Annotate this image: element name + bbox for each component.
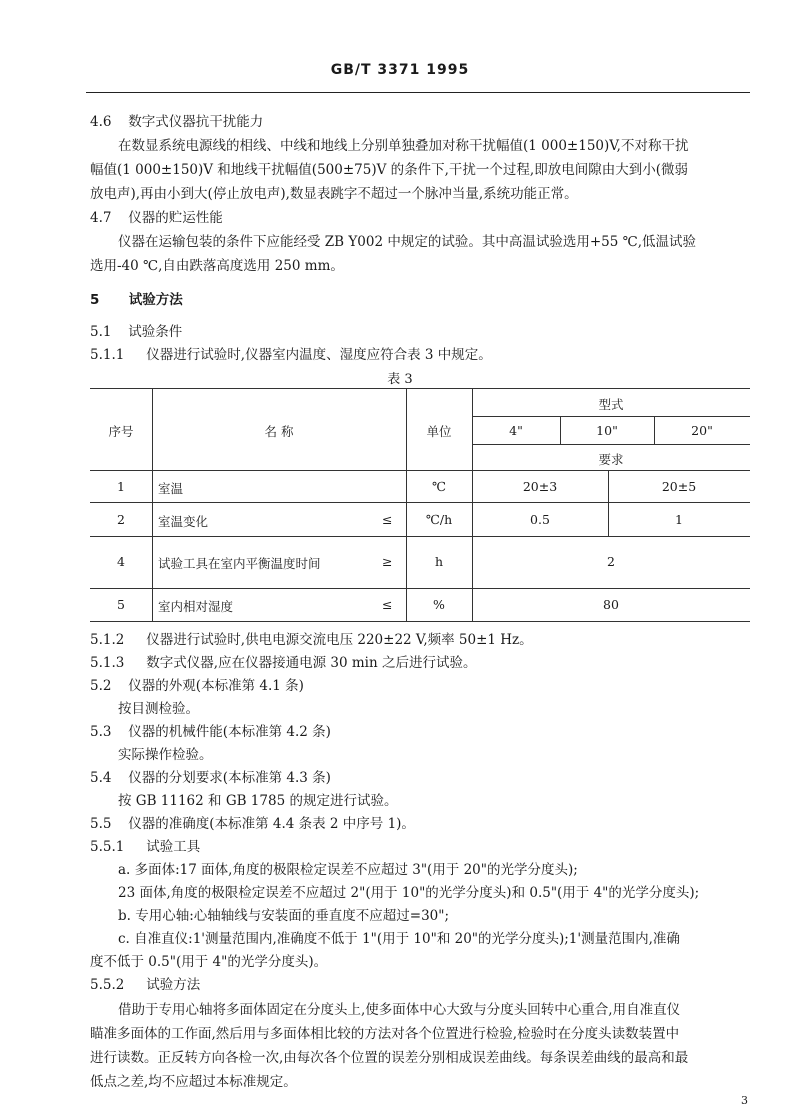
row-value-20: 20±5 [661, 479, 697, 494]
section-title: 试验工具 [146, 839, 201, 855]
row-value-20: 1 [675, 512, 683, 527]
col-header-name: 名 称 [264, 424, 294, 439]
table-rule [472, 416, 750, 417]
table-rule [90, 502, 750, 503]
row-value: 80 [603, 597, 619, 612]
paragraph-line: 幅值(1 000±150)V 和地线干扰幅值(500±75)V 的条件下,干扰一个过程,即放电间隙由大到小(微弱 [90, 162, 688, 178]
section-number: 5.1 [90, 324, 112, 340]
section-title: 试验方法 [146, 977, 201, 993]
paragraph-line: 实际操作检验。 [118, 747, 213, 763]
paragraph-line: c. 自准直仪:1'测量范围内,准确度不低于 1"(用于 10"和 20"的光学分度头);1'测量范围内,准确 [118, 931, 680, 947]
section-number: 5.1.3 [90, 655, 125, 671]
section-title: 试验条件 [128, 324, 183, 340]
paragraph-line: 23 面体,角度的极限检定误差不应超过 2"(用于 10"的光学分度头)和 0.5"(用于 4"的光学分度头); [118, 885, 700, 901]
section-number: 5.1.1 [90, 347, 125, 363]
section-number: 5.2 [90, 678, 112, 694]
section-title: 仪器的贮运性能 [128, 210, 223, 226]
row-name: 试验工具在室内平衡温度时间 [158, 556, 321, 571]
col-header-requirement: 要求 [598, 452, 624, 467]
section-5-1-1 [90, 343, 492, 363]
section-4-7-heading [90, 206, 223, 226]
section-number: 4.6 [90, 114, 112, 130]
paragraph-line: 进行读数。正反转方向各检一次,由每次各个位置的误差分别相成误差曲线。每条误差曲线的最高和最 [90, 1050, 689, 1066]
section-number: 5.1.2 [90, 632, 125, 648]
col-header-type: 型式 [598, 397, 624, 412]
section-title: 试验方法 [128, 292, 183, 308]
page-number: 3 [741, 1094, 748, 1107]
row-name: 室温 [158, 481, 184, 496]
row-mark: ≤ [382, 597, 393, 612]
section-number: 4.7 [90, 210, 112, 226]
section-5-1-heading [90, 320, 182, 340]
row-unit: ℃ [432, 479, 446, 494]
row-no: 2 [117, 512, 125, 527]
section-number: 5 [90, 292, 100, 308]
section-5-2 [90, 674, 304, 694]
type-20: 20" [691, 423, 713, 438]
section-text: 仪器的分划要求(本标准第 4.3 条) [128, 770, 331, 786]
table-rule [90, 588, 750, 589]
section-number: 5.3 [90, 724, 112, 740]
row-mark: ≥ [382, 554, 393, 569]
table-bottom-rule [90, 621, 750, 622]
section-4-6-heading [90, 110, 263, 130]
paragraph-line: 仪器在运输包装的条件下应能经受 ZB Y002 中规定的试验。其中高温试验选用+55 ℃,低温试验 [118, 234, 697, 250]
row-no: 4 [117, 554, 125, 569]
section-text: 仪器的外观(本标准第 4.1 条) [128, 678, 304, 694]
section-5-5-2-heading [90, 973, 200, 993]
paragraph-line: 选用-40 ℃,自由跌落高度选用 250 mm。 [90, 258, 344, 274]
paragraph-line: 借助于专用心轴将多面体固定在分度头上,使多面体中心大致与分度头回转中心重合,用自准直仪 [118, 1002, 681, 1018]
section-title: 数字式仪器抗干扰能力 [128, 114, 264, 130]
section-5-1-3 [90, 651, 476, 671]
section-number: 5.4 [90, 770, 112, 786]
section-text: 仪器进行试验时,仪器室内温度、湿度应符合表 3 中规定。 [146, 347, 492, 363]
header-rule [86, 92, 750, 93]
section-5-3 [90, 720, 331, 740]
table-top-rule [90, 388, 750, 389]
col-header-no: 序号 [108, 424, 134, 439]
row-mark: ≤ [382, 512, 393, 527]
table-caption: 表 3 [387, 372, 413, 387]
paragraph-line: 度不低于 0.5"(用于 4"的光学分度头)。 [90, 954, 328, 970]
section-text: 数字式仪器,应在仪器接通电源 30 min 之后进行试验。 [146, 655, 477, 671]
table-rule [472, 444, 750, 445]
row-no: 5 [117, 597, 125, 612]
row-no: 1 [117, 479, 125, 494]
table-3 [90, 388, 750, 622]
paragraph-line: b. 专用心轴:心轴轴线与安装面的垂直度不应超过=30"; [118, 908, 450, 924]
section-number: 5.5 [90, 816, 112, 832]
row-value-4-10: 20±3 [522, 479, 558, 494]
row-unit: ℃/h [425, 512, 453, 527]
paragraph-line: 按 GB 11162 和 GB 1785 的规定进行试验。 [118, 793, 398, 809]
type-10: 10" [596, 423, 618, 438]
table-rule [90, 536, 750, 537]
section-5-5-1-heading [90, 835, 200, 855]
section-text: 仪器进行试验时,供电电源交流电压 220±22 V,频率 50±1 Hz。 [146, 632, 533, 648]
table-rule [90, 470, 750, 471]
paragraph-line: 低点之差,均不应超过本标准规定。 [90, 1074, 297, 1090]
row-name: 室温变化 [158, 514, 209, 529]
row-value-4-10: 0.5 [530, 512, 550, 527]
section-text: 仪器的机械件能(本标准第 4.2 条) [128, 724, 331, 740]
section-number: 5.5.1 [90, 839, 125, 855]
paragraph-line: a. 多面体:17 面体,角度的极限检定误差不应超过 3"(用于 20"的光学分度头); [118, 862, 578, 878]
section-text: 仪器的准确度(本标准第 4.4 条表 2 中序号 1)。 [128, 816, 415, 832]
section-5-heading [90, 288, 183, 308]
paragraph-line: 按目测检验。 [118, 701, 199, 717]
row-unit: h [434, 554, 444, 569]
section-number: 5.5.2 [90, 977, 125, 993]
section-5-4 [90, 766, 331, 786]
row-unit: % [433, 597, 445, 612]
row-value: 2 [607, 554, 615, 569]
section-5-5 [90, 812, 415, 832]
paragraph-line: 在数显系统电源线的相线、中线和地线上分别单独叠加对称干扰幅值(1 000±150)V,不对称干扰 [118, 138, 689, 154]
standard-header: GB/T 3371 1995 [330, 62, 470, 78]
col-header-unit: 单位 [426, 424, 452, 439]
type-4: 4" [509, 423, 523, 438]
section-5-1-2 [90, 628, 533, 648]
paragraph-line: 瞄准多面体的工作面,然后用与多面体相比较的方法对各个位置进行检验,检验时在分度头读数装置中 [90, 1026, 680, 1042]
paragraph-line: 放电声),再由小到大(停止放电声),数显表跳字不超过一个脉冲当量,系统功能正常。 [90, 186, 578, 202]
row-name: 室内相对湿度 [158, 599, 234, 614]
